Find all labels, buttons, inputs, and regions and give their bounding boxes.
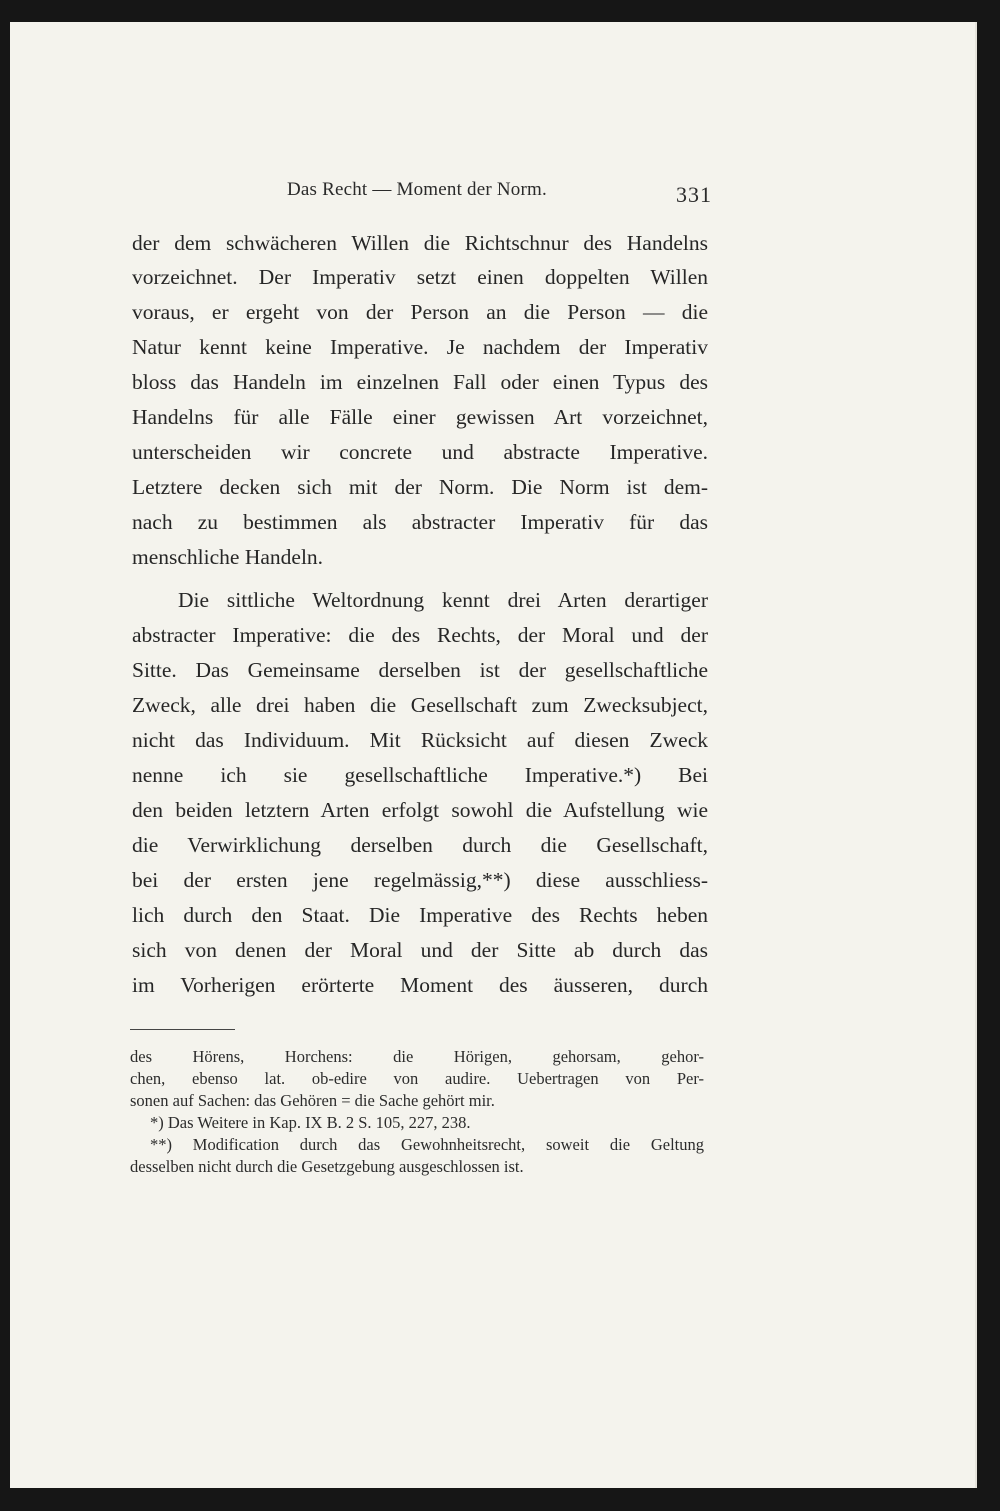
running-head: Das Recht — Moment der Norm. (287, 179, 547, 200)
text-line: die Verwirklichung derselben durch die Gesellschaft, (132, 833, 708, 857)
text-line: der dem schwächeren Willen die Richtschnur des Handelns (132, 231, 708, 255)
text-line: Letztere decken sich mit der Norm. Die Norm ist dem- (132, 475, 708, 499)
footnote-line: **) Modification durch das Gewohnheitsrecht, soweit die Geltung (150, 1135, 704, 1154)
text-line: sich von denen der Moral und der Sitte ab durch das (132, 938, 708, 962)
page-number: 331 (676, 182, 712, 207)
text-line: bloss das Handeln im einzelnen Fall oder einen Typus des (132, 370, 708, 394)
text-line: Handelns für alle Fälle einer gewissen Art vorzeichnet, (132, 405, 708, 429)
text-line: lich durch den Staat. Die Imperative des Rechts heben (132, 903, 708, 927)
footnote-line: chen, ebenso lat. ob-edire von audire. Uebertragen von Per- (130, 1069, 704, 1088)
text-line: bei der ersten jene regelmässig,**) diese ausschliess- (132, 868, 708, 892)
text-line: Die sittliche Weltordnung kennt drei Arten derartiger (178, 588, 708, 612)
text-line: voraus, er ergeht von der Person an die Person — die (132, 300, 708, 324)
footnote-line: des Hörens, Horchens: die Hörigen, gehorsam, gehor- (130, 1047, 704, 1066)
footnote-line: *) Das Weitere in Kap. IX B. 2 S. 105, 227, 238. (150, 1113, 471, 1132)
text-line: Zweck, alle drei haben die Gesellschaft zum Zwecksubject, (132, 693, 708, 717)
footnote-line: sonen auf Sachen: das Gehören = die Sache gehört mir. (130, 1091, 495, 1110)
text-line: den beiden letztern Arten erfolgt sowohl die Aufstellung wie (132, 798, 708, 822)
text-line: im Vorherigen erörterte Moment des äusseren, durch (132, 973, 708, 997)
text-line: menschliche Handeln. (132, 545, 324, 569)
text-line: Sitte. Das Gemeinsame derselben ist der gesellschaftliche (132, 658, 708, 682)
text-line: unterscheiden wir concrete und abstracte Imperative. (132, 440, 708, 464)
footnote-line: desselben nicht durch die Gesetzgebung ausgeschlossen ist. (130, 1157, 524, 1176)
text-line: Natur kennt keine Imperative. Je nachdem der Imperativ (132, 335, 708, 359)
text-line: abstracter Imperative: die des Rechts, der Moral und der (132, 623, 708, 647)
text-line: nicht das Individuum. Mit Rücksicht auf diesen Zweck (132, 728, 708, 752)
text-line: nach zu bestimmen als abstracter Imperativ für das (132, 510, 708, 534)
text-line: nenne ich sie gesellschaftliche Imperative.*) Bei (132, 763, 708, 787)
text-line: vorzeichnet. Der Imperativ setzt einen doppelten Willen (132, 265, 708, 289)
footnote-rule (130, 1029, 235, 1030)
